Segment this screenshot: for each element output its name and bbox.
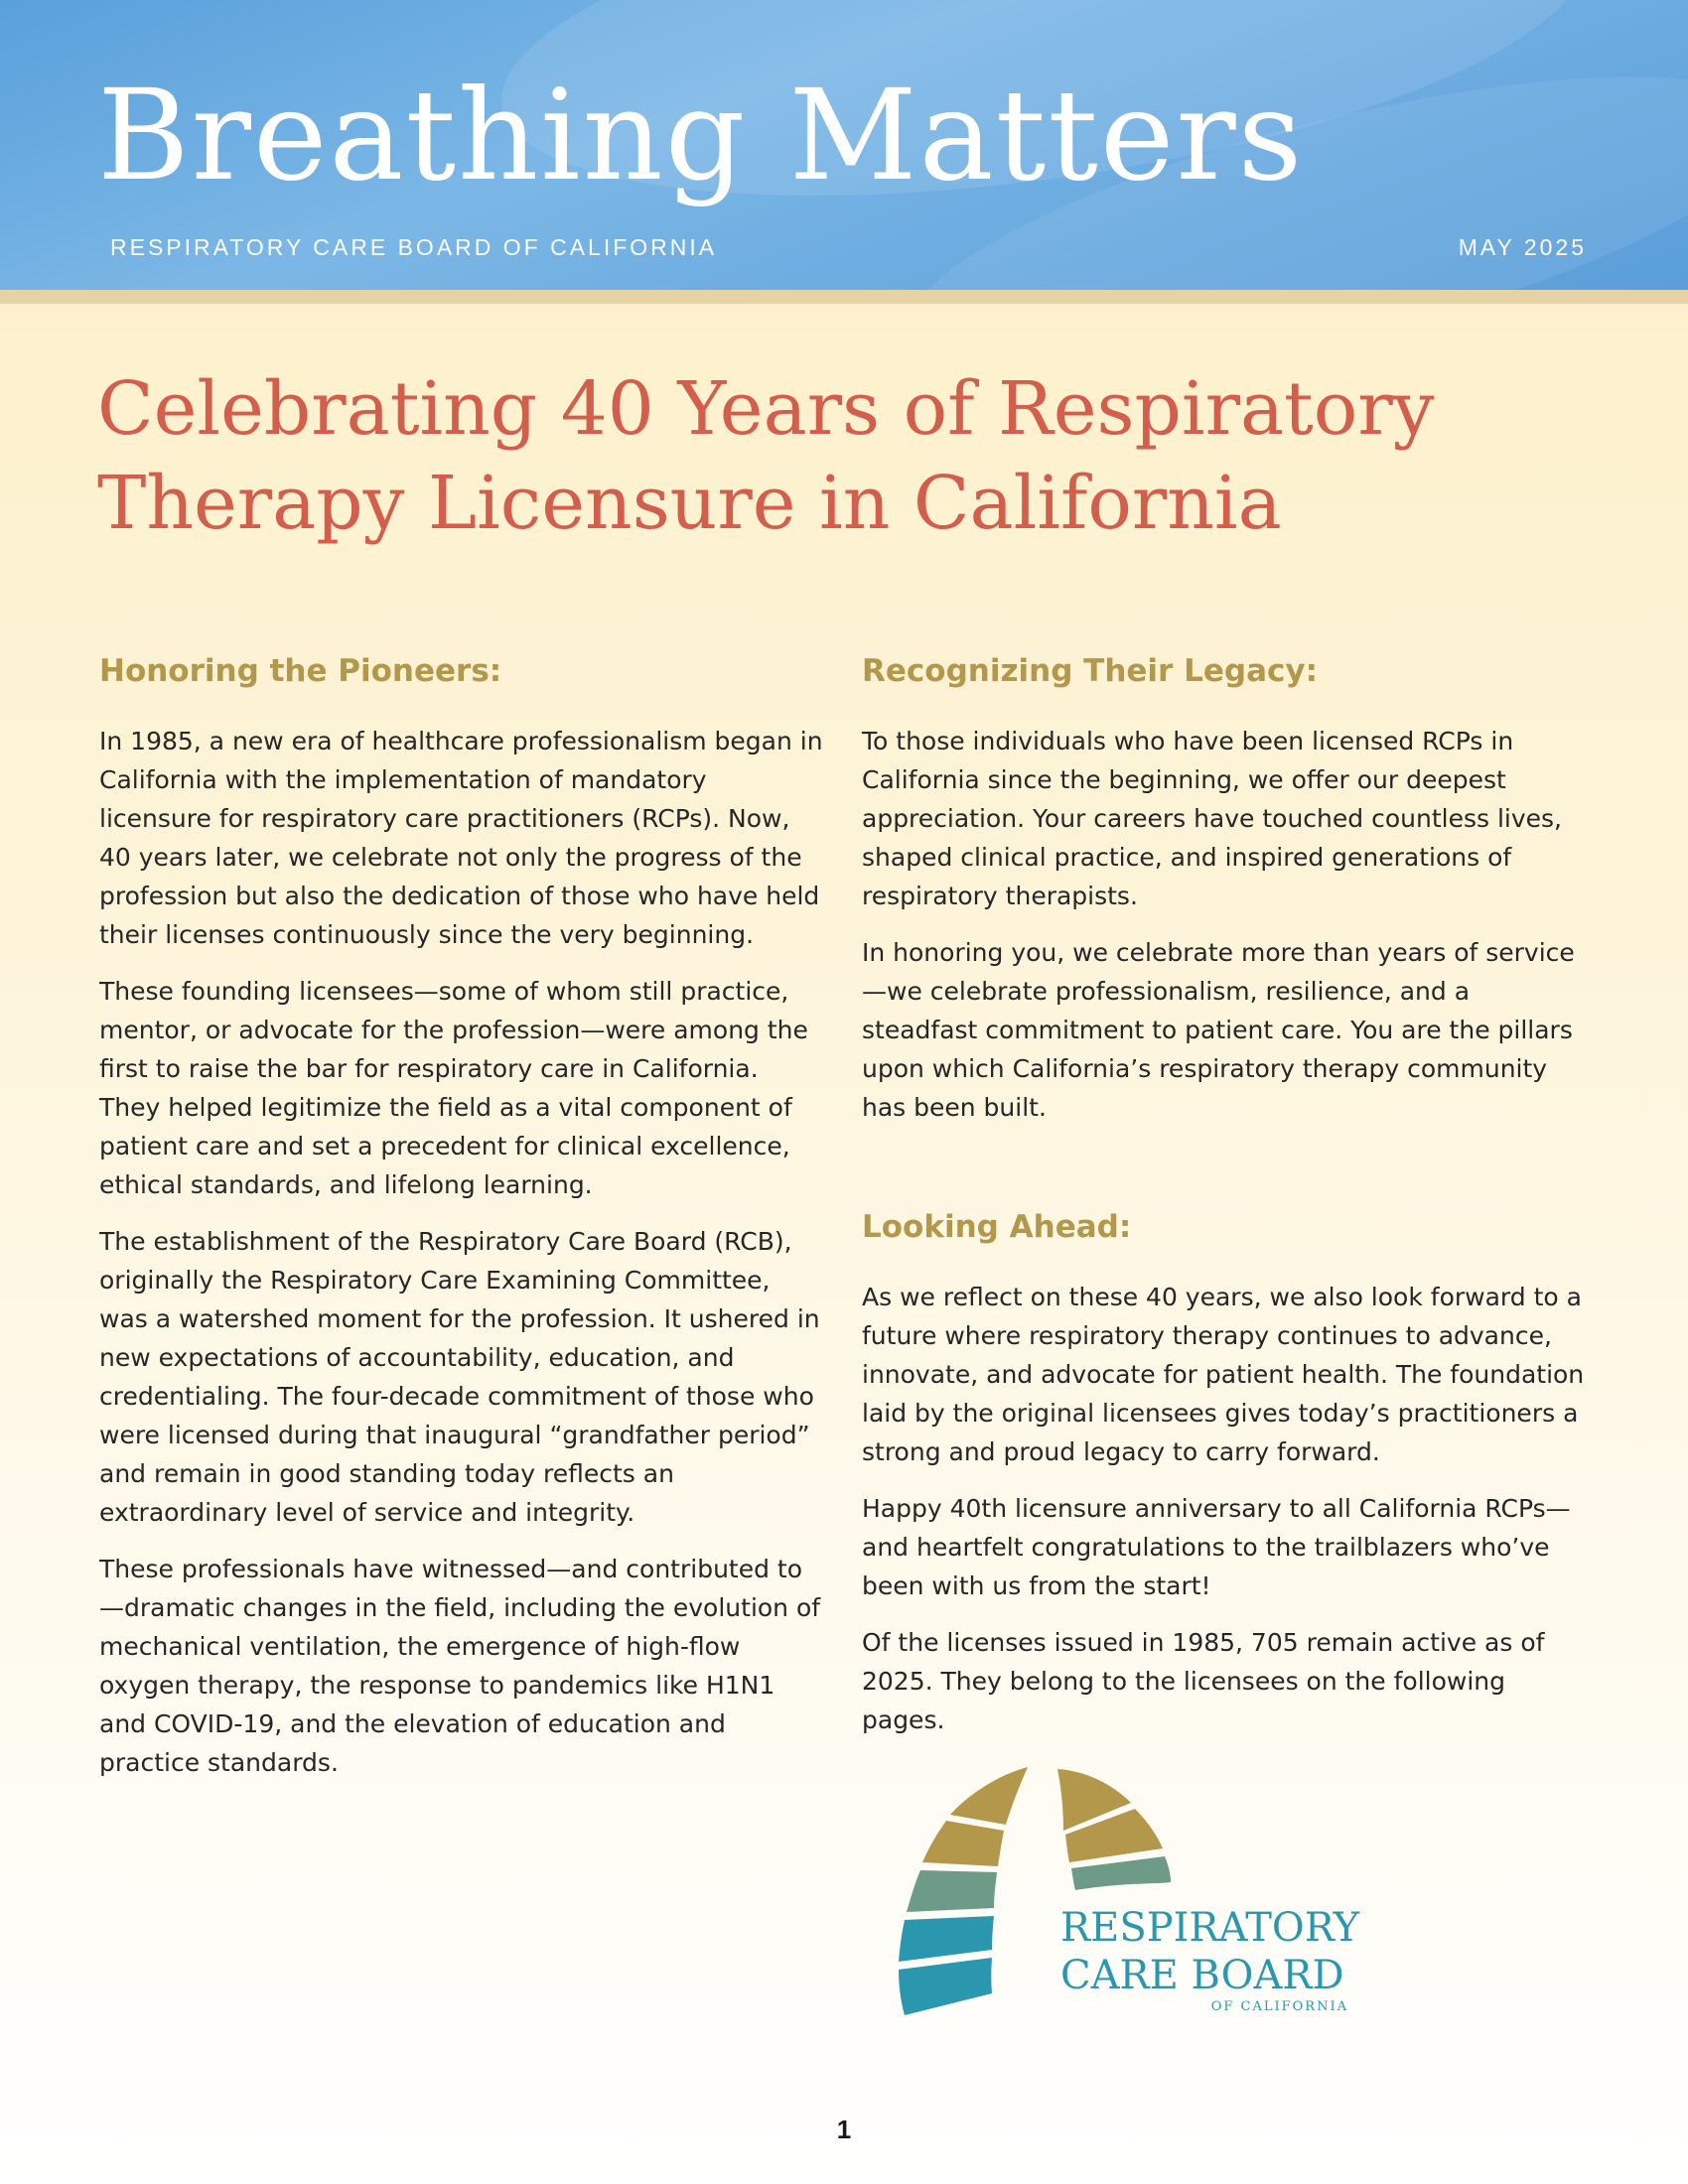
logo-line-2: CARE BOARD (1060, 1953, 1344, 1998)
logo-line-3: OF CALIFORNIA (1210, 1999, 1348, 2014)
lung-stripe (1071, 1856, 1171, 1890)
section-spacer (862, 1145, 1587, 1206)
lung-stripe (899, 1916, 994, 1962)
right-column (862, 650, 1587, 1757)
left-column (99, 650, 824, 1800)
newsletter-title: Breathing Matters (97, 63, 1305, 208)
banner-divider (0, 290, 1688, 304)
organization-name: RESPIRATORY CARE BOARD OF CALIFORNIA (110, 234, 718, 260)
logo-wordmark (1060, 1904, 1359, 2015)
paragraph: Happy 40th licensure anniversary to all California RCPs—and heartfelt congratulations to the trailblazers who’ve been with us from the start! (862, 1494, 1571, 1600)
article-headline: Celebrating 40 Years of Respiratory Therapy Licensure in California (97, 366, 1435, 546)
paragraph: As we reflect on these 40 years, we also look forward to a future where respiratory therapy continues to advance, innovate, and advocate for patient health. The foundation laid by the original licensees gives today’s practitioners a strong and proud legacy to carry forward. (862, 1283, 1585, 1466)
paragraph: These founding licensees—some of whom still practice, mentor, or advocate for the profession—were among the first to raise the bar for respiratory care in California. They helped legitimize the field as a vital component of patient care and set a precedent for clinical excellence, ethical standards, and lifelong learning. (99, 977, 808, 1199)
section-heading-honoring: Honoring the Pioneers: (99, 653, 502, 689)
paragraph: In 1985, a new era of healthcare professionalism began in California with the implementation of mandatory licensure for respiratory care practitioners (RCPs). Now, 40 years later, we celebrate not only the progress of the profession but also the dedication of those who have held their licenses continuously since the very beginning. (99, 727, 823, 949)
lung-stripe (922, 1821, 1004, 1866)
paragraph: To those individuals who have been licensed RCPs in California since the beginning, we offer our deepest appreciation. Your careers have touched countless lives, shaped clinical practice, and inspired generations of respiratory therapists. (862, 727, 1562, 910)
lung-stripe (899, 1958, 992, 2015)
lung-stripe (907, 1870, 997, 1912)
logo-line-1: RESPIRATORY (1060, 1905, 1360, 1951)
paragraph: These professionals have witnessed—and contributed to—dramatic changes in the field, including the evolution of mechanical ventilation, the emergence of high-flow oxygen therapy, the response to pandemics like H1N1 and COVID-19, and the elevation of education and practice standards. (99, 1555, 821, 1777)
paragraph: Of the licenses issued in 1985, 705 remain active as of 2025. They belong to the licensees on the following pages. (862, 1628, 1545, 1734)
paragraph: In honoring you, we celebrate more than years of service—we celebrate professionalism, resilience, and a steadfast commitment to patient care. You are the pillars upon which California’s respiratory therapy community has been built. (862, 938, 1575, 1122)
section-heading-looking-ahead: Looking Ahead: (862, 1209, 1132, 1245)
lung-stripe (950, 1767, 1028, 1825)
issue-date: MAY 2025 (1458, 234, 1587, 260)
paragraph: The establishment of the Respiratory Care Board (RCB), originally the Respiratory Care Examining Committee, was a watershed moment for the profession. It ushered in new expectations of accountability, education, and credentialing. The four-decade commitment of those who were licensed during that inaugural “grandfather period” and remain in good standing today reflects an extraordinary level of service and integrity. (99, 1227, 820, 1527)
page-number: 1 (836, 2115, 852, 2144)
section-heading-legacy: Recognizing Their Legacy: (862, 653, 1318, 689)
